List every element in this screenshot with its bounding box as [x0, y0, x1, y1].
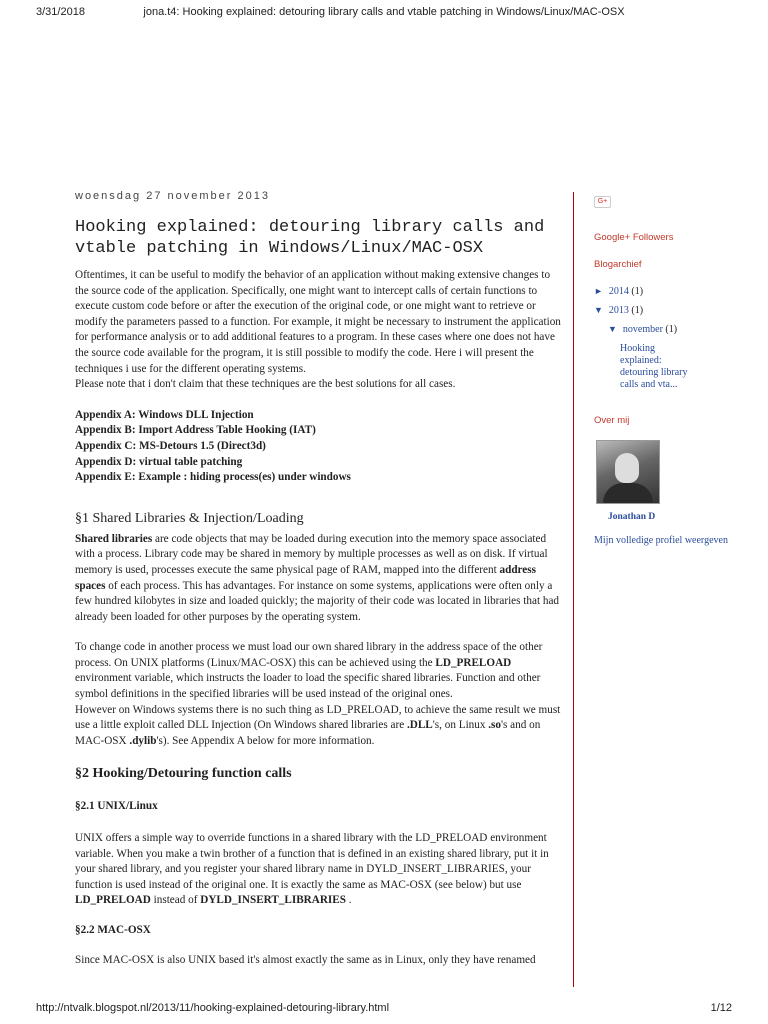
print-date: 3/31/2018 — [36, 6, 85, 18]
author-name[interactable]: Jonathan D — [608, 512, 656, 522]
print-title: jona.t4: Hooking explained: detouring library calls and vtable patching in Windows/Linux/MAC-OSX — [143, 6, 625, 18]
intro-paragraph: Oftentimes, it can be useful to modify the behavior of an application without making extensive changes to the source code of the application. Specifically, one might want to intercept calls of certain functions to execute custom code before or after the execution of the original code, or one might want to retrieve or modify the parameters passed to a function. For example, it might be necessary to instrument the application for performance analysis or to add additional features to a program. In these cases where one does not have the source code available for the program, it is still possible to modify the code. Here i will present the techniques i use for the different operating systems. — [75, 269, 561, 375]
section-2-2-heading: §2.2 MAC-OSX — [75, 924, 151, 936]
post-body — [75, 268, 565, 968]
appendix-d: Appendix D: virtual table patching — [75, 455, 243, 468]
sidebar-divider — [573, 192, 574, 987]
appendix-b: Appendix B: Import Address Table Hooking (IAT) — [75, 424, 316, 437]
section-2-heading: §2 Hooking/Detouring function calls — [75, 766, 292, 782]
section-2-1-paragraph: UNIX offers a simple way to override functions in a shared library with the LD_PRELOAD environment variable. When you make a twin brother of a function that is defined in an existing shared library, put it in your shared library, and you register your shared library name in DYLD_INSERT_LIBRARIES, your function is used instead of the original one. It is exactly the same as MAC-OSX (see below) but use LD_PRELOAD instead of DYLD_INSERT_LIBRARIES . — [75, 832, 549, 907]
section-2-2-paragraph: Since MAC-OSX is also UNIX based it's almost exactly the same as in Linux, only they have renamed — [75, 953, 536, 966]
sidebar — [594, 195, 744, 548]
note-paragraph: Please note that i don't claim that these techniques are the best solutions for all cases. — [75, 378, 456, 391]
google-plus-button[interactable]: G+ — [594, 196, 611, 208]
post-title: Hooking explained: detouring library calls and vtable patching in Windows/Linux/MAC-OSX — [75, 218, 545, 258]
avatar[interactable] — [596, 440, 660, 504]
print-page-number: 1/12 — [710, 1002, 732, 1014]
about-heading: Over mij — [594, 415, 630, 426]
appendix-c: Appendix C: MS-Detours 1.5 (Direct3d) — [75, 439, 266, 452]
archive-item-2014[interactable]: ► 2014 (1) — [594, 286, 644, 297]
section-1-heading: §1 Shared Libraries & Injection/Loading — [75, 510, 304, 526]
archive-item-november[interactable]: ▼ november (1) — [608, 324, 678, 335]
collapse-arrow-icon[interactable]: ▼ — [608, 324, 617, 334]
appendix-a: Appendix A: Windows DLL Injection — [75, 408, 254, 421]
archive-heading: Blogarchief — [594, 259, 642, 270]
section-1-paragraph-1: Shared libraries are code objects that may be loaded during execution into the memory space associated with a process. Library code may be shared in memory by multiple processes as well as on disk. If virtual memory is used, processes execute the same physical page of RAM, mapped into the different address spaces of each process. This has advantages. For instance on some systems, applications were often only a few hundred kilobytes in size and loaded quickly; the majority of their code was located in libraries that had already been loaded for other purposes by the operating system. — [75, 532, 560, 623]
collapse-arrow-icon[interactable]: ▼ — [594, 305, 603, 315]
profile-link[interactable]: Mijn volledige profiel weergeven — [594, 535, 728, 546]
archive-post-link[interactable]: Hooking explained: detouring library calls and vta... — [620, 343, 688, 390]
section-1-paragraph-3: However on Windows systems there is no such thing as LD_PRELOAD, to achieve the same result we must use a little exploit called DLL Injection (On Windows shared libraries are .DLL's, on Linux .so's and on MAC-OSX .dylib's). See Appendix A below for more information. — [75, 703, 561, 747]
expand-arrow-icon[interactable]: ► — [594, 286, 603, 296]
post-date: woensdag 27 november 2013 — [75, 190, 270, 202]
appendix-e: Appendix E: Example : hiding process(es) under windows — [75, 471, 351, 484]
archive-tree — [594, 286, 744, 391]
section-1-paragraph-2: To change code in another process we must load our own shared library in the address space of the other process. On UNIX platforms (Linux/MAC-OSX) this can be achieved using the LD_PRELOAD environment variable, which instructs the loader to load the specific shared libraries. Function and other symbol definitions in the specified libraries will be used instead of the original ones. — [75, 641, 543, 701]
archive-item-2013[interactable]: ▼ 2013 (1) — [594, 305, 644, 316]
followers-heading: Google+ Followers — [594, 232, 674, 243]
print-url: http://ntvalk.blogspot.nl/2013/11/hooking-explained-detouring-library.html — [36, 1002, 390, 1014]
section-2-1-heading: §2.1 UNIX/Linux — [75, 800, 158, 813]
